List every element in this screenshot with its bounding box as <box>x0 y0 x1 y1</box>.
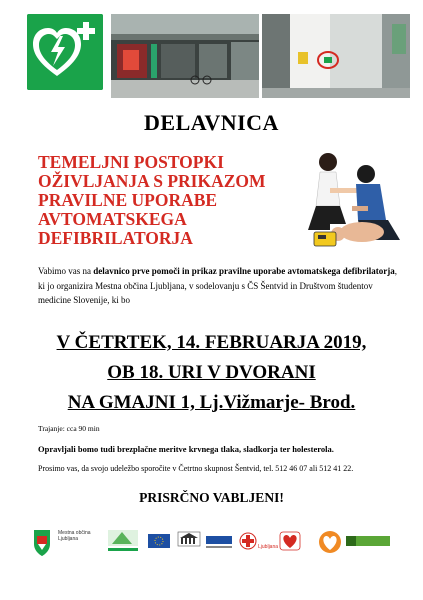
green-ribbon-logo <box>346 536 390 546</box>
city-name-line-2: Ljubljana <box>58 536 79 542</box>
workshop-subtitle <box>38 153 298 248</box>
duration-text: Trajanje: cca 90 min <box>38 424 100 433</box>
event-date: V ČETRTEK, 14. FEBRUARJA 2019, <box>56 332 367 353</box>
subtitle-line: OŽIVLJANJA S PRIKAZOM <box>38 171 266 191</box>
ljubljana-coat-of-arms-icon <box>34 530 50 556</box>
aed-location-photo <box>262 14 410 98</box>
city-name-line-1: Mestna občina <box>58 530 91 536</box>
subtitle-line: AVTOMATSKEGA <box>38 209 187 229</box>
subtitle-line: PRAVILNE UPORABE <box>38 190 218 210</box>
cpr-training-icon <box>300 148 418 256</box>
registration-text: Prosimo vas, da svojo udeležbo sporočite v Četrtno skupnost Šentvid, tel. 512 46 07 ali 512 41 22. <box>38 464 354 473</box>
unesco-logo <box>178 532 200 546</box>
orange-heart-logo <box>319 531 341 553</box>
welcome-text: PRISRČNO VABLJENI! <box>139 490 284 505</box>
intro-text: , ki jo organizira Mestna občina Ljubljana, v sodelovanju s ČS Šentvid in Društvom študentov medicine Slovenije, ki bo <box>38 266 397 305</box>
red-cross-icon <box>240 533 256 549</box>
page-title: DELAVNICA <box>144 110 279 135</box>
intro-paragraph <box>38 264 398 308</box>
intro-highlight: delavnico prve pomoči in prikaz pravilne uporabe avtomatskega defibrilatorja <box>93 266 395 276</box>
measurements-note: Opravljali bomo tudi brezplačne meritve krvnega tlaka, sladkorja ter holesterola. <box>38 444 334 454</box>
subtitle-line: DEFIBRILATORJA <box>38 228 193 248</box>
heart-logo <box>280 532 300 550</box>
blue-bar-logo <box>206 536 232 548</box>
subtitle-line: TEMELJNI POSTOPKI <box>38 152 224 172</box>
intro-text: Vabimo vas na <box>38 266 94 276</box>
aed-logo <box>27 14 103 90</box>
aed-heart-icon <box>27 14 103 90</box>
building-photo <box>111 14 259 98</box>
event-location: NA GMAJNI 1, Lj.Vižmarje- Brod. <box>67 392 356 413</box>
event-time: OB 18. URI V DVORANI <box>107 362 316 383</box>
eu-flag-icon <box>148 534 170 548</box>
partner-logos <box>30 526 395 562</box>
green-partner-logo <box>108 530 138 551</box>
ljubljana-label: Ljubljana <box>258 544 279 550</box>
